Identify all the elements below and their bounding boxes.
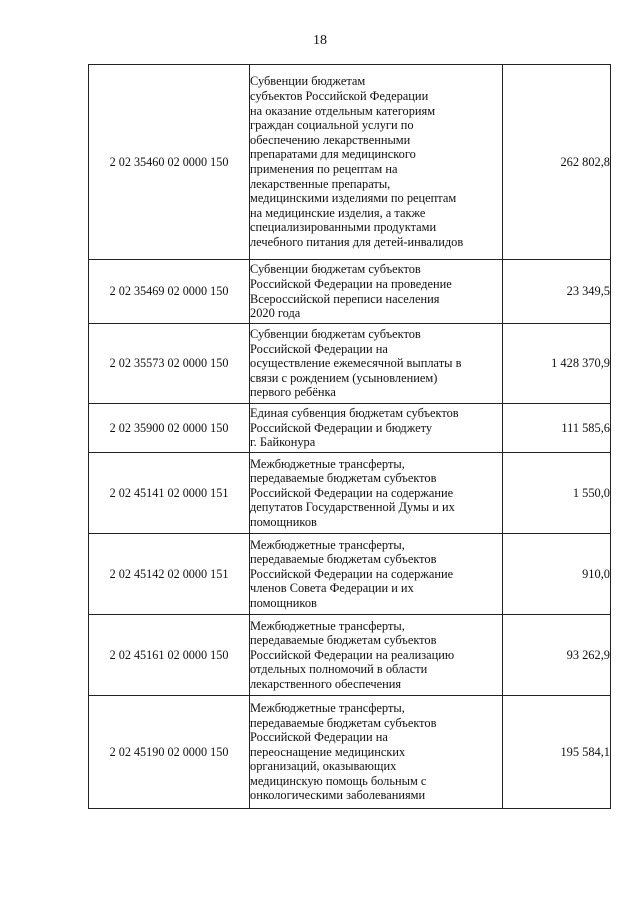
description-line: помощников (250, 595, 317, 610)
description-line: применения по рецептам на (250, 162, 398, 176)
budget-code-cell: 2 02 45141 02 0000 151 (89, 453, 250, 534)
description-line: Межбюджетные трансферты, (250, 618, 405, 633)
amount-cell: 1 550,0 (503, 453, 611, 534)
description-line: онкологическими заболеваниями (250, 788, 426, 803)
description-line: Российской Федерации на (250, 341, 388, 356)
description-line: 2020 года (250, 306, 301, 321)
description-line: г. Байконура (250, 435, 316, 450)
amount-cell: 262 802,8 (503, 65, 611, 260)
amount-cell: 1 428 370,9 (503, 324, 611, 404)
description-line: организаций, оказывающих (250, 759, 397, 774)
description-line: Субвенции бюджетам (250, 74, 366, 89)
table-row (89, 534, 611, 615)
budget-code-cell: 2 02 45142 02 0000 151 (89, 534, 250, 615)
description-line: передаваемые бюджетам субъектов (250, 715, 437, 730)
description-line: на оказание отдельным категориям (250, 103, 436, 118)
description-line: препаратами для медицинского (250, 147, 416, 162)
description-cell (250, 696, 503, 809)
budget-code-cell: 2 02 45161 02 0000 150 (89, 615, 250, 696)
description-line: передаваемые бюджетам субъектов (250, 552, 437, 567)
description-line: Единая субвенция бюджетам субъектов (250, 406, 459, 421)
description-line: Российской Федерации на содержание (250, 566, 454, 581)
page-number: 18 (313, 33, 327, 48)
amount-cell: 23 349,5 (503, 260, 611, 324)
table-row (89, 65, 611, 260)
description-line: медицинскими изделиями по рецептам (250, 191, 457, 206)
description-cell (250, 324, 503, 404)
description-line: медицинскую помощь больным с (250, 773, 427, 788)
budget-code-cell: 2 02 35469 02 0000 150 (89, 260, 250, 324)
description-line: Российской Федерации на (250, 730, 388, 745)
description-line: граждан социальной услуги по (250, 118, 414, 133)
description-line: лекарственные препараты, (250, 176, 391, 191)
description-line: Всероссийской переписи населения (250, 291, 440, 306)
table-row (89, 615, 611, 696)
description-line: Российской Федерации на реализацию (250, 647, 455, 662)
description-cell (250, 404, 503, 453)
table-row (89, 260, 611, 324)
budget-code-cell: 2 02 35460 02 0000 150 (89, 65, 250, 260)
description-line: Межбюджетные трансферты, (250, 456, 405, 471)
description-line: переоснащение медицинских (250, 744, 406, 759)
budget-code-cell: 2 02 45190 02 0000 150 (89, 696, 250, 809)
description-line: обеспечению лекарственными (250, 132, 411, 147)
description-line: передаваемые бюджетам субъектов (250, 633, 437, 648)
description-line: на медицинские изделия, а также (250, 205, 426, 220)
description-cell (250, 453, 503, 534)
description-line: лекарственного обеспечения (250, 676, 402, 691)
table-row (89, 404, 611, 453)
description-line: Российской Федерации и бюджету (250, 420, 433, 435)
budget-code-cell: 2 02 35573 02 0000 150 (89, 324, 250, 404)
description-line: специализированными продуктами (250, 220, 437, 235)
description-line: отдельных полномочий в области (250, 662, 428, 677)
amount-cell: 93 262,9 (503, 615, 611, 696)
budget-code-cell: 2 02 35900 02 0000 150 (89, 404, 250, 453)
description-line: Российской Федерации на содержание (250, 485, 454, 500)
description-line: депутатов Государственной Думы и их (250, 500, 455, 515)
amount-cell: 195 584,1 (503, 696, 611, 809)
description-line: субъектов Российской Федерации (250, 89, 429, 104)
description-line: Субвенции бюджетам субъектов (250, 327, 421, 342)
table-row (89, 324, 611, 404)
description-line: Межбюджетные трансферты, (250, 537, 405, 552)
description-line: передаваемые бюджетам субъектов (250, 471, 437, 486)
description-line: помощников (250, 514, 317, 529)
amount-cell: 910,0 (503, 534, 611, 615)
description-line: первого ребёнка (250, 385, 336, 400)
description-cell (250, 534, 503, 615)
description-cell (250, 260, 503, 324)
description-line: осуществление ежемесячной выплаты в (250, 356, 462, 371)
description-line: членов Совета Федерации и их (250, 581, 414, 596)
description-line: Субвенции бюджетам субъектов (250, 262, 421, 277)
budget-table (88, 64, 611, 809)
description-line: лечебного питания для детей-инвалидов (250, 234, 464, 249)
description-line: Российской Федерации на проведение (250, 276, 452, 291)
description-cell (250, 615, 503, 696)
description-line: Межбюджетные трансферты, (250, 700, 405, 715)
description-cell (250, 65, 503, 260)
description-line: связи с рождением (усыновлением) (250, 370, 438, 385)
amount-cell: 111 585,6 (503, 404, 611, 453)
table-row (89, 453, 611, 534)
table-row (89, 696, 611, 809)
